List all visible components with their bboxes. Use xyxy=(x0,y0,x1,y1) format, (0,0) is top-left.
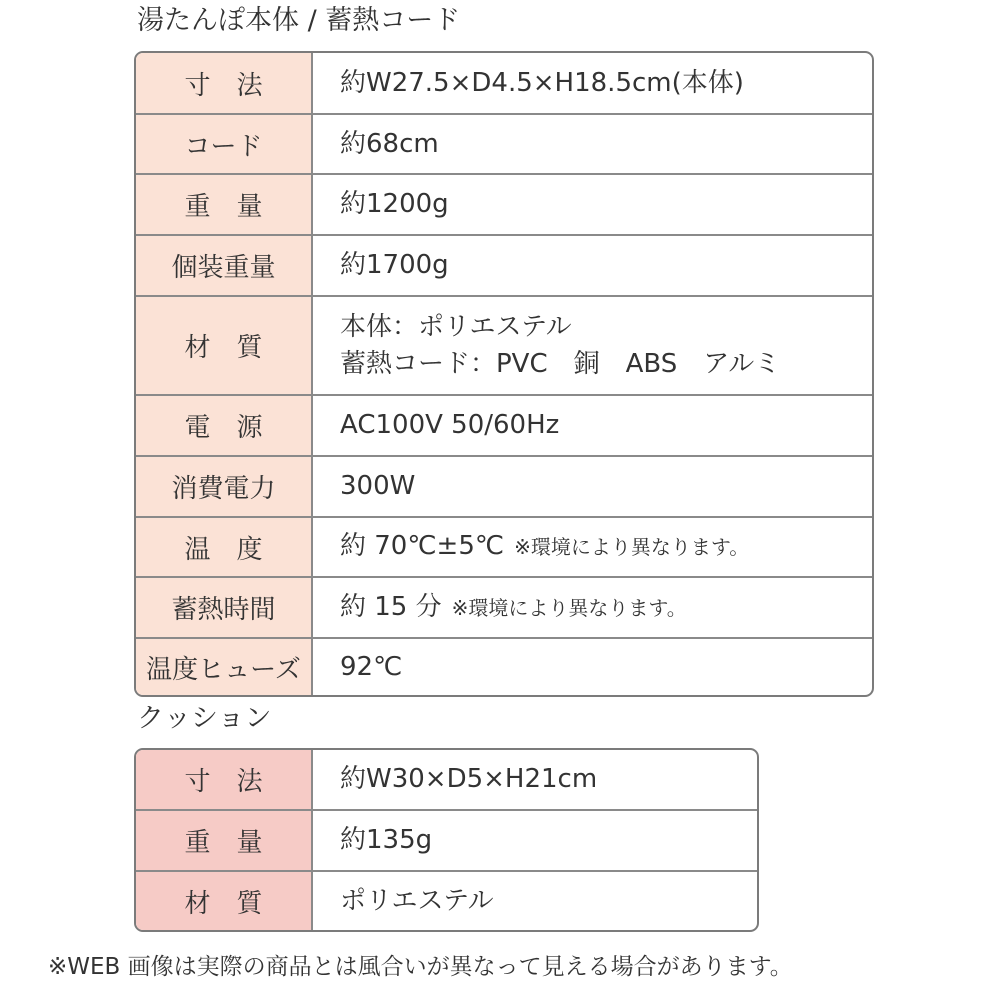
spec-table-body xyxy=(134,51,874,697)
row-label: 個装重量 xyxy=(136,236,313,295)
row-value xyxy=(313,236,872,295)
spec-row-temperature xyxy=(136,518,872,578)
row-label: 温度ヒューズ xyxy=(136,639,313,695)
value-note: ※環境により異なります。 xyxy=(514,535,750,559)
spec-row-power-source xyxy=(136,396,872,457)
spec-row-material xyxy=(136,297,872,396)
row-label: 消費電力 xyxy=(136,457,313,516)
row-label: 蓄熱時間 xyxy=(136,578,313,637)
spec-row-cord xyxy=(136,115,872,175)
row-label: 材 質 xyxy=(136,297,313,394)
spec-row-weight xyxy=(136,811,757,872)
value-note: ※環境により異なります。 xyxy=(451,595,687,620)
spec-row-material xyxy=(136,872,757,930)
row-label: 温 度 xyxy=(136,518,313,576)
value-text: 約 70℃±5℃ xyxy=(340,531,505,561)
value-text: 約68cm xyxy=(340,128,439,159)
row-label: 寸 法 xyxy=(136,750,313,809)
spec-row-size xyxy=(136,750,757,811)
row-label: 材 質 xyxy=(136,872,313,930)
row-value xyxy=(313,750,757,809)
value-text-line2: 蓄熱コード：PVC 銅 ABS アルミ xyxy=(340,348,781,379)
row-value xyxy=(313,115,872,173)
row-value xyxy=(313,872,757,930)
row-value xyxy=(313,578,872,637)
row-label: コード xyxy=(136,115,313,173)
row-label: 重 量 xyxy=(136,175,313,234)
row-label: 寸 法 xyxy=(136,53,313,113)
section-title-cushion: クッション xyxy=(137,703,272,734)
row-value xyxy=(313,53,872,113)
spec-table-cushion xyxy=(134,748,759,932)
value-text: 92℃ xyxy=(340,651,403,682)
spec-row-package-weight xyxy=(136,236,872,297)
footnote: ※WEB 画像は実際の商品とは風合いが異なって見える場合があります。 xyxy=(48,954,793,980)
row-value xyxy=(313,396,872,455)
value-text: 300W xyxy=(340,471,416,501)
spec-row-power-consumption xyxy=(136,457,872,518)
row-value xyxy=(313,639,872,695)
value-text: 約W30×D5×H21cm xyxy=(340,764,598,794)
value-text: 本体：ポリエステル xyxy=(340,311,572,342)
row-value xyxy=(313,175,872,234)
row-value xyxy=(313,297,872,394)
value-text: ポリエステル xyxy=(340,885,494,916)
value-text: 約 15 分 xyxy=(340,591,442,622)
value-text: 約1700g xyxy=(340,250,449,280)
row-label: 重 量 xyxy=(136,811,313,870)
row-value xyxy=(313,518,872,576)
row-value xyxy=(313,457,872,516)
value-text: AC100V 50/60Hz xyxy=(340,410,560,440)
value-text: 約135g xyxy=(340,825,433,855)
spec-row-size xyxy=(136,53,872,115)
value-text: 約1200g xyxy=(340,189,449,219)
spec-row-heat-storage-time xyxy=(136,578,872,639)
value-text: 約W27.5×D4.5×H18.5cm(本体) xyxy=(340,67,744,98)
row-value xyxy=(313,811,757,870)
spec-row-weight xyxy=(136,175,872,236)
section-title-body: 湯たんぽ本体 / 蓄熱コード xyxy=(137,5,461,36)
spec-row-thermal-fuse xyxy=(136,639,872,695)
row-label: 電 源 xyxy=(136,396,313,455)
